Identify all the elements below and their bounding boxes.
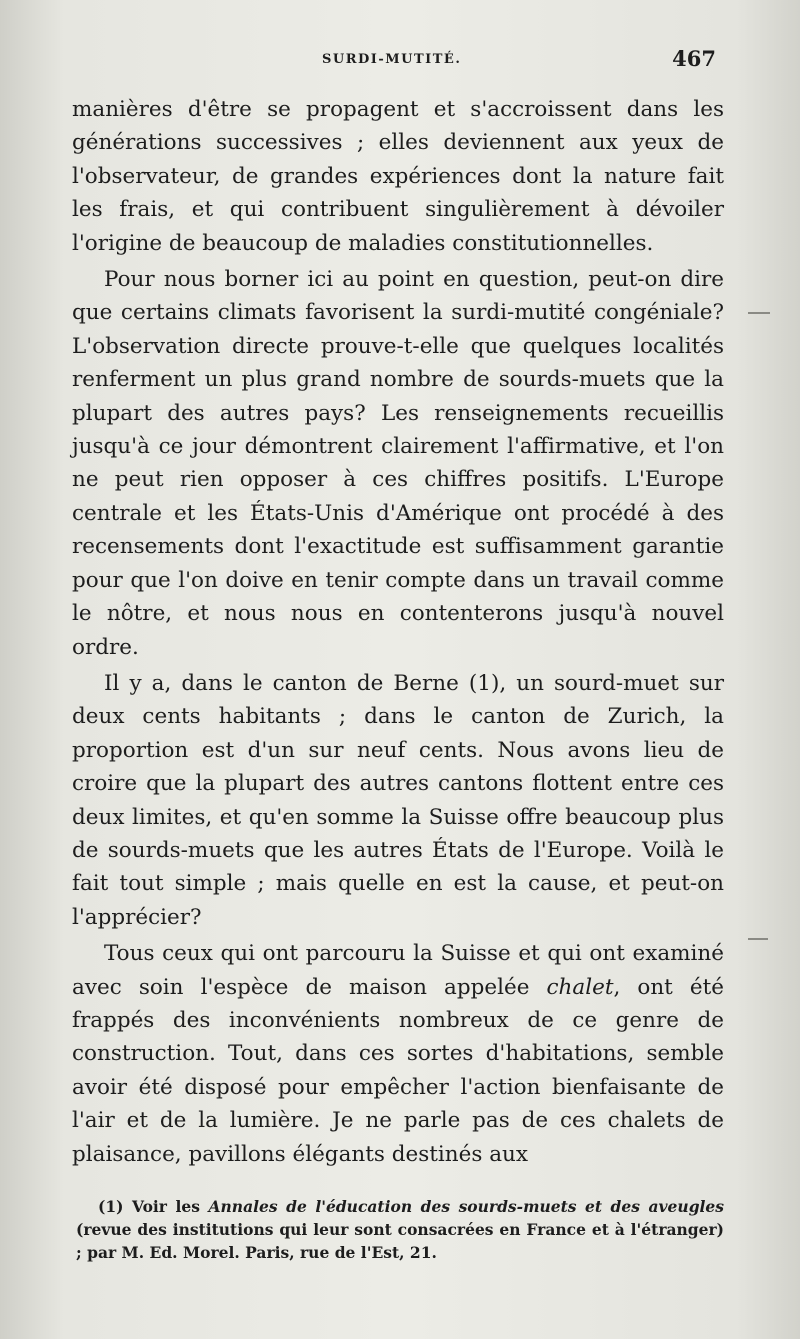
paragraph-continued: manières d'être se propagent et s'accroissent dans les générations successives ; elles deviennent aux yeux de l'observateur, de grandes expériences dont la nature fait les frais, et qui contribuent singulièrement à dévoiler l'origine de beaucoup de maladies constitutionnelles. (72, 97, 724, 256)
page-number: 467 (672, 46, 716, 71)
footnote-end: (revue des institutions qui leur sont consacrées en France et à l'étranger) ; par M. Ed. Morel. Paris, rue de l'Est, 21. (76, 1220, 724, 1262)
footnote-title: Annales de l'éducation des sourds-muets et des aveugles (208, 1197, 725, 1216)
paragraph-climats: Pour nous borner ici au point en question, peut-on dire que certains climats favorisent la surdi-mutité congéniale? L'observation directe prouve-t-elle que quelques localités renferment un plus grand nombre de sourds-muets que la plupart des autres pays? Les renseignements recueillis jusqu'à ce jour démontrent clairement l'affirmative, et l'on ne peut rien opposer à ces chiffres positifs. L'Europe centrale et les États-Unis d'Amérique ont procédé à des recensements dont l'exactitude est suffisamment garantie pour que l'on doive en tenir compte dans un travail comme le nôtre, et nous nous en contenterons jusqu'à nouvel ordre. (72, 267, 724, 660)
chalet-term: chalet (546, 974, 614, 1000)
footnote (76, 1195, 724, 1264)
body-text (72, 93, 724, 1171)
footnote-text (76, 1195, 724, 1264)
paragraph-berne: Il y a, dans le canton de Berne (1), un sourd-muet sur deux cents habitants ; dans le canton de Zurich, la proportion est d'un sur neuf cents. Nous avons lieu de croire que la plupart des autres cantons flottent entre ces deux limites, et qu'en somme la Suisse offre beaucoup plus de sourds-muets que les autres États de l'Europe. Voilà le fait tout simple ; mais quelle en est la cause, et peut-on l'apprécier? (72, 670, 724, 930)
margin-mark (748, 312, 770, 314)
paragraph-chalet (72, 937, 724, 1171)
page-header (72, 46, 720, 80)
paragraph-chalet-start: Tous ceux qui ont parcouru la Suisse et qui ont examiné avec soin l'espèce de maison appelée (72, 941, 724, 1000)
paragraph-chalet-end: , ont été frappés des inconvénients nombreux de ce genre de construction. Tout, dans ces sortes d'habitations, semble avoir été disposé pour empêcher l'action bienfaisante de l'air et de la lumière. Je ne parle pas de ces chalets de plaisance, pavillons élégants destinés aux (72, 974, 724, 1167)
footnote-start: (1) Voir les (98, 1197, 209, 1216)
margin-mark (748, 938, 768, 940)
running-head: SURDI-MUTITÉ. (322, 52, 462, 67)
